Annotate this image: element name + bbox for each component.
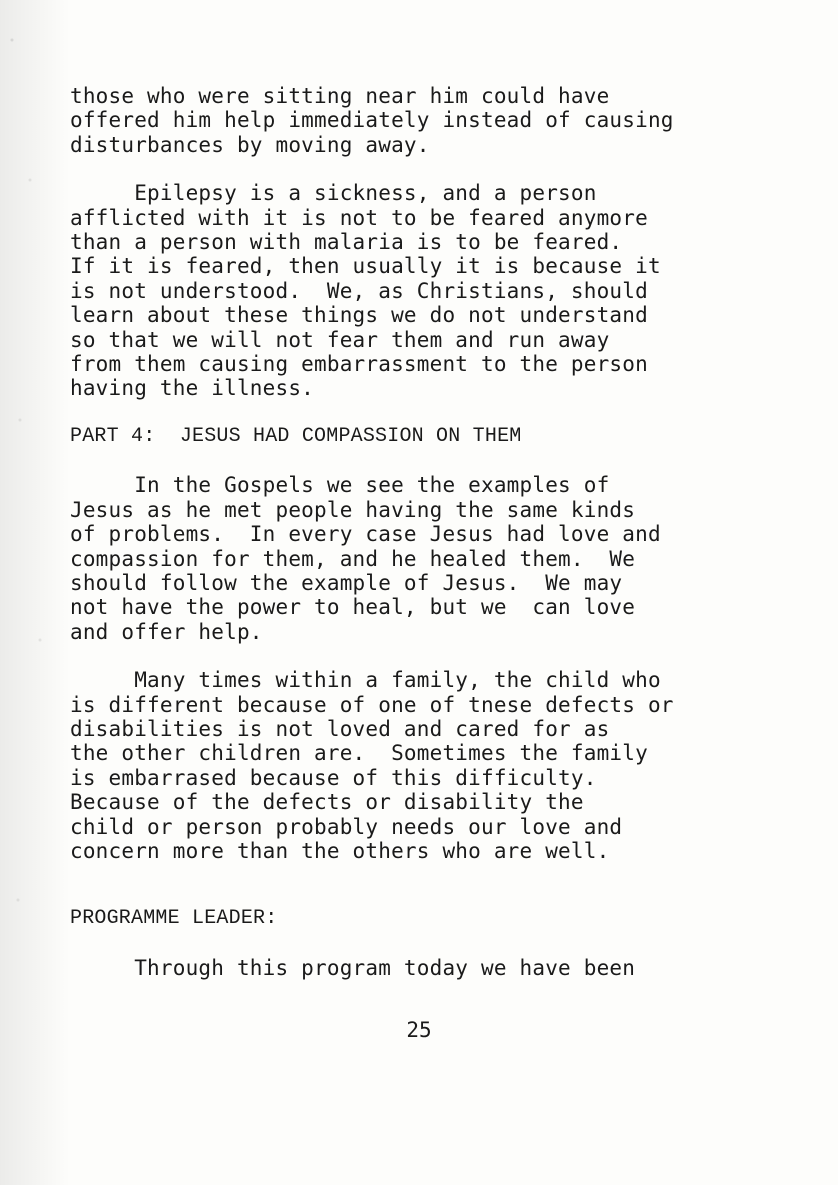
text-line: than a person with malaria is to be feared.: [70, 230, 623, 255]
text-line: of problems. In every case Jesus had love and: [70, 522, 661, 547]
text-line: so that we will not fear them and run away: [70, 327, 610, 352]
paragraph-epilepsy: [70, 181, 770, 401]
text-line: Through this program today we have been: [70, 955, 636, 980]
page-number: 25: [406, 1018, 432, 1042]
text-line: having the illness.: [70, 376, 315, 401]
text-line: and offer help.: [70, 619, 263, 644]
scan-edge-noise: [0, 0, 70, 1185]
paragraph-continuation: [70, 84, 770, 157]
section-heading-part-4: PART 4: JESUS HAD COMPASSION ON THEM: [70, 424, 522, 448]
text-line: disabilities is not loved and cared for as: [70, 716, 610, 741]
section-heading-programme-leader: PROGRAMME LEADER:: [70, 907, 278, 931]
paragraph-gap: [70, 932, 770, 956]
text-line: the other children are. Sometimes the family: [70, 741, 648, 766]
text-line: If it is feared, then usually it is because it: [70, 254, 661, 279]
text-line: child or person probably needs our love and: [70, 814, 623, 839]
paragraph-through-program: [70, 956, 770, 980]
text-line: In the Gospels we see the examples of: [70, 473, 610, 498]
text-line: Because of the defects or disability the: [70, 790, 584, 815]
text-line: Many times within a family, the child who: [70, 668, 661, 693]
text-line: Epilepsy is a sickness, and a person: [70, 181, 597, 206]
text-line: afflicted with it is not to be feared anymore: [70, 205, 648, 230]
text-line: disturbances by moving away.: [70, 132, 430, 157]
text-line: compassion for them, and he healed them. We: [70, 546, 636, 571]
text-line: those who were sitting near him could have: [70, 84, 610, 108]
paragraph-gap: [70, 644, 770, 668]
text-line: is different because of one of tnese defects or: [70, 692, 674, 717]
text-line: learn about these things we do not understand: [70, 303, 648, 328]
paragraph-gap: [70, 863, 770, 907]
paragraph-gap: [70, 449, 770, 473]
text-line: Jesus as he met people having the same kinds: [70, 497, 636, 522]
paragraph-gap: [70, 401, 770, 425]
paragraph-family: [70, 668, 770, 863]
paragraph-gospels: [70, 473, 770, 644]
text-line: from them causing embarrassment to the person: [70, 352, 648, 377]
paragraph-gap: [70, 157, 770, 181]
text-line: is embarrased because of this difficulty.: [70, 765, 597, 790]
text-line: not have the power to heal, but we can love: [70, 595, 636, 620]
text-line: is not understood. We, as Christians, should: [70, 278, 648, 303]
body-text: [70, 84, 770, 980]
text-line: should follow the example of Jesus. We may: [70, 570, 623, 595]
text-line: offered him help immediately instead of causing: [70, 108, 674, 133]
text-line: concern more than the others who are well.: [70, 838, 610, 863]
